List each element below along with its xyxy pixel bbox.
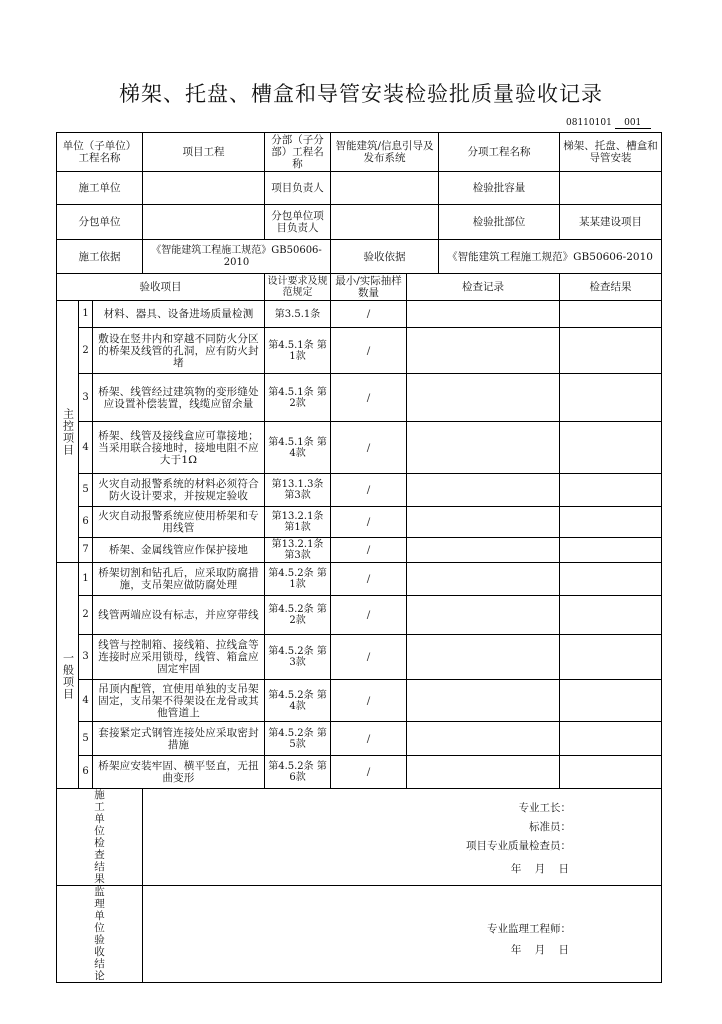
general-number: 4 [79,680,93,722]
general-sample[interactable]: / [331,596,407,635]
general-row [57,680,662,722]
subcontractor-label: 分包单位 [57,205,143,240]
general-spec: 第4.5.2条 第1款 [265,563,331,596]
general-text: 桥架应安装牢固、横平竖直，无扭曲变形 [93,756,265,789]
project-manager-value[interactable] [331,172,439,205]
column-header-spec: 设计要求及规范规定 [265,274,331,301]
batch-capacity-value[interactable] [560,172,662,205]
construction-basis-label: 施工依据 [57,240,143,274]
general-record[interactable] [407,635,560,680]
general-record[interactable] [407,596,560,635]
general-number: 1 [79,563,93,596]
project-manager-label: 项目负责人 [265,172,331,205]
reviewer-signature[interactable]: 标准员： [529,821,572,833]
main-text: 敷设在竖井内和穿越不同防火分区的桥架及线管的孔洞，应有防火封堵 [93,328,265,374]
construction-check-date[interactable]: 年 月 日 [510,863,570,875]
main-number: 1 [79,301,93,328]
general-spec: 第4.5.2条 第5款 [265,722,331,756]
main-row [57,374,662,422]
subcontractor-value[interactable] [143,205,265,240]
main-result[interactable] [560,538,662,563]
general-result[interactable] [560,680,662,722]
general-record[interactable] [407,756,560,789]
main-sample[interactable]: / [331,328,407,374]
main-row [57,328,662,374]
main-spec: 第4.5.1条 第2款 [265,374,331,422]
general-number: 3 [79,635,93,680]
main-spec: 第3.5.1条 [265,301,331,328]
main-spec: 第4.5.1条 第4款 [265,422,331,474]
item-name-value[interactable]: 梯架、托盘、槽盒和导管安装 [560,133,662,172]
general-number: 5 [79,722,93,756]
main-sample[interactable]: / [331,507,407,538]
main-sample[interactable]: / [331,474,407,507]
general-result[interactable] [560,563,662,596]
document-number [566,118,651,129]
sub-project-manager-value[interactable] [331,205,439,240]
batch-capacity-label: 检验批容量 [439,172,560,205]
general-sample[interactable]: / [331,756,407,789]
contractor-label: 施工单位 [57,172,143,205]
contractor-value[interactable] [143,172,265,205]
main-record[interactable] [407,374,560,422]
main-result[interactable] [560,374,662,422]
main-sample[interactable]: / [331,538,407,563]
main-record[interactable] [407,507,560,538]
batch-location-label: 检验批部位 [439,205,560,240]
general-text: 线管两端应设有标志，并应穿带线 [93,596,265,635]
sub-project-manager-label: 分包单位项目负责人 [265,205,331,240]
foreman-signature[interactable]: 专业工长： [518,802,572,814]
construction-check-label: 施工单位检查结果 [57,789,143,886]
main-text: 火灾自动报警系统的材料必须符合防火设计要求，并按规定验收 [93,474,265,507]
main-result[interactable] [560,474,662,507]
item-name-label: 分项工程名称 [439,133,560,172]
general-text: 桥架切割和钻孔后，应采取防腐措施，支吊架应做防腐处理 [93,563,265,596]
main-sample[interactable]: / [331,301,407,328]
main-number: 5 [79,474,93,507]
main-text: 桥架、金属线管应作保护接地 [93,538,265,563]
main-record[interactable] [407,301,560,328]
division-name-value[interactable]: 智能建筑/信息引导及发布系统 [331,133,439,172]
acceptance-basis-value[interactable]: 《智能建筑工程施工规范》GB50606-2010 [439,240,662,274]
general-result[interactable] [560,596,662,635]
main-spec: 第4.5.1条 第1款 [265,328,331,374]
supervision-date[interactable]: 年 月 日 [510,944,570,956]
general-spec: 第4.5.2条 第2款 [265,596,331,635]
general-text: 吊顶内配管，宜使用单独的支吊架固定，支吊架不得架设在龙骨或其他管道上 [93,680,265,722]
general-spec: 第4.5.2条 第4款 [265,680,331,722]
page-title: 梯架、托盘、槽盒和导管安装检验批质量验收记录 [119,82,603,106]
main-text: 火灾自动报警系统应使用桥架和专用线管 [93,507,265,538]
main-number: 2 [79,328,93,374]
column-header-item: 验收项目 [57,274,265,301]
general-row [57,756,662,789]
column-header-sample: 最小/实际抽样数量 [331,274,407,301]
main-control-group-label: 主控项目 [57,301,79,563]
general-group-label: 一般项目 [57,563,79,789]
acceptance-basis-label: 验收依据 [331,240,439,274]
general-row [57,722,662,756]
construction-basis-value[interactable]: 《智能建筑工程施工规范》GB50606-2010 [143,240,331,274]
general-sample[interactable]: / [331,563,407,596]
general-number: 2 [79,596,93,635]
main-spec: 第13.2.1条 第3款 [265,538,331,563]
general-sample[interactable]: / [331,680,407,722]
general-record[interactable] [407,563,560,596]
general-text: 线管与控制箱、接线箱、拉线盒等连接时应采用锁母，线管、箱盒应固定牢固 [93,635,265,680]
general-record[interactable] [407,680,560,722]
column-header-result: 检查结果 [560,274,662,301]
supervising-engineer-signature[interactable]: 专业监理工程师： [487,923,572,935]
column-header-record: 检查记录 [407,274,560,301]
division-name-label: 分部（子分部）工程名称 [265,133,331,172]
main-text: 材料、器具、设备进场质量检测 [93,301,265,328]
unit-name-label: 单位（子单位）工程名称 [57,133,143,172]
inspection-form [56,132,662,983]
main-number: 4 [79,422,93,474]
general-spec: 第4.5.2条 第6款 [265,756,331,789]
main-record[interactable] [407,538,560,563]
document-number-prefix: 08110101 [566,118,612,128]
unit-name-value[interactable]: 项目工程 [143,133,265,172]
main-result[interactable] [560,507,662,538]
main-number: 6 [79,507,93,538]
supervision-label: 监理单位验收结论 [57,886,143,983]
inspector-signature[interactable]: 项目专业质量检查员： [466,840,572,852]
main-result[interactable] [560,301,662,328]
general-sample[interactable]: / [331,635,407,680]
general-record[interactable] [407,722,560,756]
general-text: 套接紧定式钢管连接处应采取密封措施 [93,722,265,756]
main-record[interactable] [407,328,560,374]
document-number-suffix: 001 [615,118,651,129]
main-row [57,301,662,328]
main-row [57,538,662,563]
main-spec: 第13.2.1条 第1款 [265,507,331,538]
main-number: 7 [79,538,93,563]
main-spec: 第13.1.3条 第3款 [265,474,331,507]
general-result[interactable] [560,722,662,756]
main-text: 桥架、线管经过建筑物的变形缝处应设置补偿装置，线缆应留余量 [93,374,265,422]
construction-check-area[interactable] [143,789,662,886]
main-result[interactable] [560,328,662,374]
general-number: 6 [79,756,93,789]
batch-location-value[interactable]: 某某建设项目 [560,205,662,240]
main-row [57,474,662,507]
main-record[interactable] [407,422,560,474]
supervision-area[interactable] [143,886,662,983]
general-result[interactable] [560,635,662,680]
main-row [57,507,662,538]
main-result[interactable] [560,422,662,474]
main-row [57,422,662,474]
general-row [57,563,662,596]
main-text: 桥架、线管及接线盒应可靠接地；当采用联合接地时，接地电阻不应大于1Ω [93,422,265,474]
general-row [57,596,662,635]
general-result[interactable] [560,756,662,789]
main-record[interactable] [407,474,560,507]
general-spec: 第4.5.2条 第3款 [265,635,331,680]
main-number: 3 [79,374,93,422]
general-sample[interactable]: / [331,722,407,756]
main-sample[interactable]: / [331,374,407,422]
general-row [57,635,662,680]
main-sample[interactable]: / [331,422,407,474]
